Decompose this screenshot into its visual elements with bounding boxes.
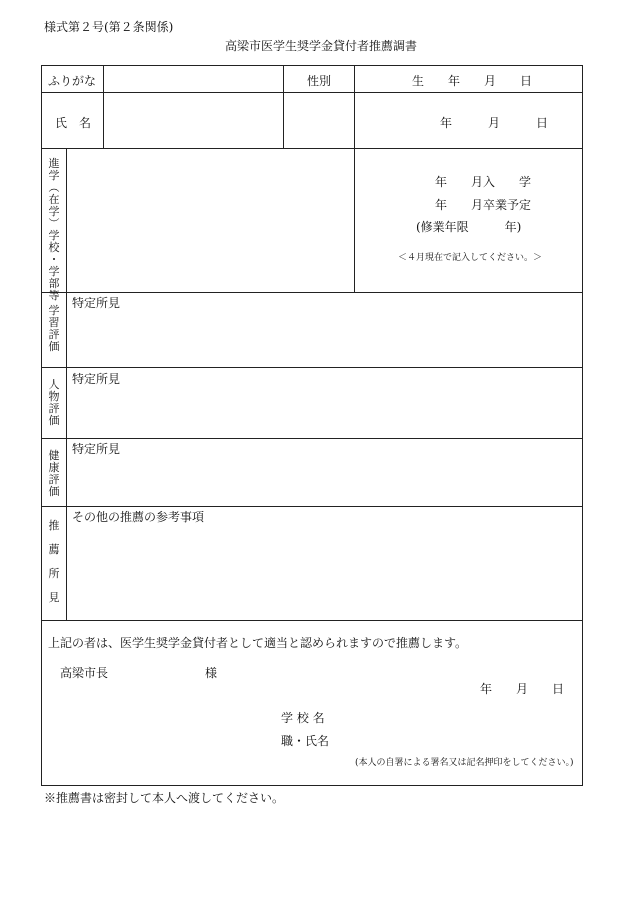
rule-after-recommend [41, 620, 583, 621]
border-left [41, 65, 42, 786]
health-heading: 特定所見 [72, 442, 121, 456]
birth-date-label: 生 年 月 日 [412, 74, 533, 88]
name-label: 氏 名 [55, 116, 92, 130]
furigana-label: ふりがな [48, 74, 97, 88]
honorific: 様 [205, 666, 218, 680]
school-input[interactable] [67, 149, 353, 292]
school-label: 進 学 ︵ 在 学 ︶ 学 校 ・ 学 部 等 [48, 157, 60, 302]
rule-gender-right [354, 65, 355, 149]
rule-after-health [41, 506, 583, 507]
name-input[interactable] [104, 93, 282, 148]
recommend-heading: その他の推薦の参考事項 [72, 510, 205, 524]
rule-after-study [41, 367, 583, 368]
border-right [582, 65, 583, 786]
declaration-date: 年 月 日 [480, 682, 565, 696]
page-title: 高梁市医学生奨学金貸付者推薦調書 [225, 39, 418, 53]
study-label: 学 習 評 価 [48, 304, 60, 353]
form-number: 様式第２号(第２条関係) [44, 20, 174, 34]
signature-note: (本人の自署による署名又は記名押印をしてください。) [355, 758, 574, 768]
footnote: ※推薦書は密封して本人へ渡してください。 [44, 791, 285, 805]
recommend-label: 推 薦 所 見 [48, 519, 60, 604]
gender-label: 性別 [307, 74, 332, 88]
declaration-statement: 上記の者は、医学生奨学金貸付者として適当と認められますので推薦します。 [48, 636, 468, 650]
school-name-label: 学 校 名 [281, 711, 325, 725]
border-bottom [41, 785, 583, 786]
rule-after-character [41, 438, 583, 439]
school-graduation: 年 月卒業予定 [435, 198, 532, 212]
rule-after-school [41, 292, 583, 293]
study-heading: 特定所見 [72, 296, 121, 310]
title-name-label: 職・氏名 [281, 734, 330, 748]
furigana-input[interactable] [104, 66, 282, 92]
addressee: 高梁市長 [60, 666, 109, 680]
health-label: 健 康 評 価 [48, 449, 60, 498]
title-name-input[interactable] [335, 728, 575, 746]
birth-date-value: 年 月 日 [440, 116, 549, 130]
rule-school-divider [354, 148, 355, 293]
character-heading: 特定所見 [72, 372, 121, 386]
school-note: ＜４月現在で記入してください。＞ [398, 253, 543, 263]
school-name-input[interactable] [335, 705, 575, 723]
school-entry: 年 月入 学 [435, 175, 532, 189]
gender-input[interactable] [284, 93, 354, 148]
school-years: (修業年限 年) [416, 220, 522, 234]
character-label: 人 物 評 価 [48, 378, 60, 427]
